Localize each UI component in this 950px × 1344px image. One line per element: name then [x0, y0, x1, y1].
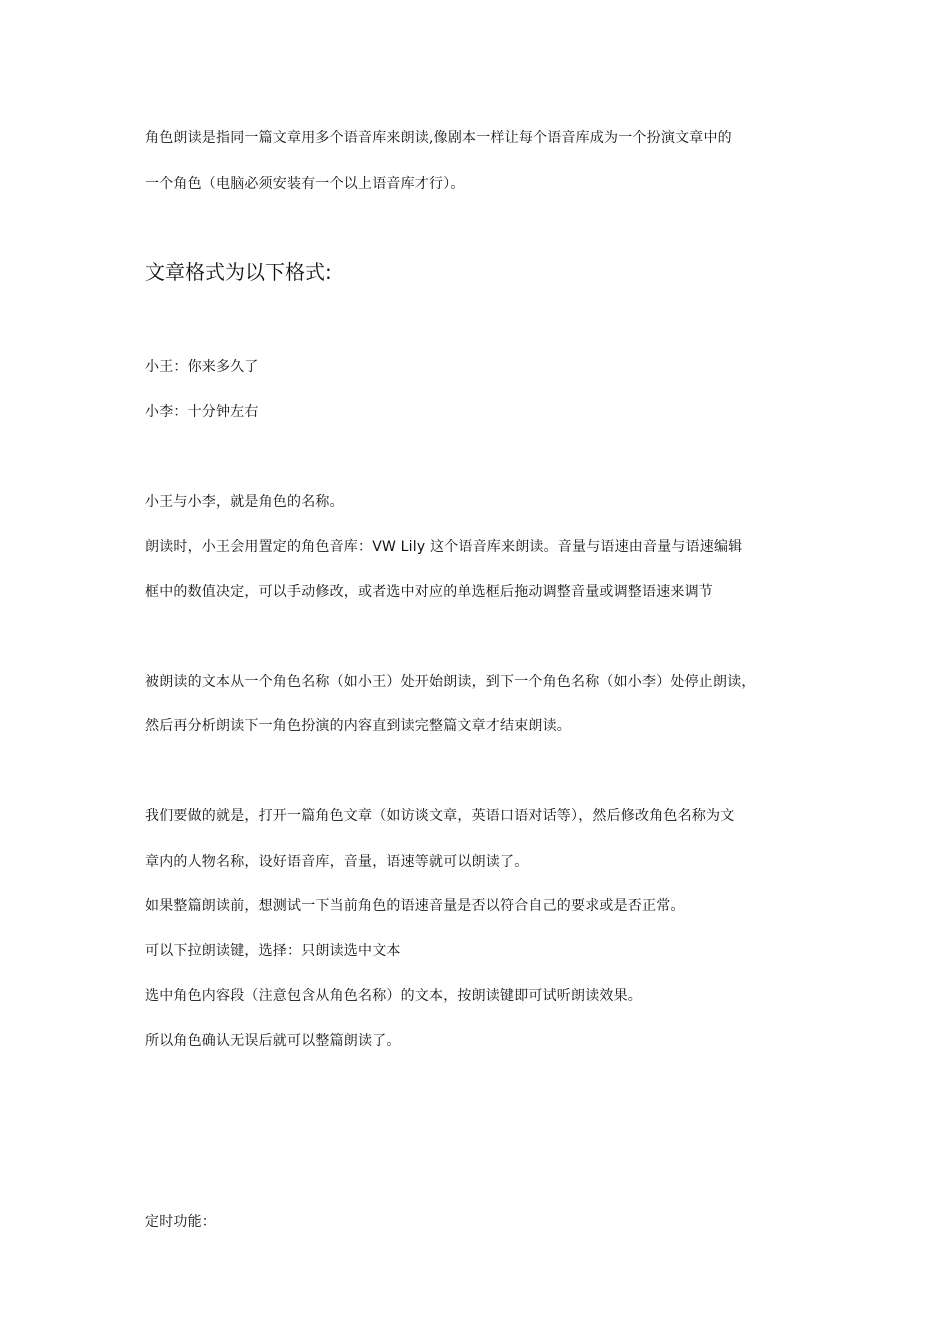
test-paragraph-line-2: 可以下拉朗读键，选择：只朗读选中文本: [145, 943, 401, 959]
reading-text-after-voice: 这个语音库来朗读。音量与语速由音量与语速编辑: [425, 539, 743, 555]
scope-paragraph-line-2: 然后再分析朗读下一角色扮演的内容直到读完整篇文章才结束朗读。: [145, 718, 571, 734]
timer-heading: 定时功能：: [145, 1214, 216, 1230]
test-paragraph-line-4: 所以角色确认无误后就可以整篇朗读了。: [145, 1033, 401, 1049]
todo-paragraph-line-2: 章内的人物名称，设好语音库，音量，语速等就可以朗读了。: [145, 854, 529, 870]
test-paragraph-line-3: 选中角色内容段（注意包含从角色名称）的文本，按朗读键即可试听朗读效果。: [145, 988, 642, 1004]
format-heading: 文章格式为以下格式:: [145, 260, 332, 284]
example-dialogue-line-2: 小李：十分钟左右: [145, 404, 259, 420]
todo-paragraph-line-1: 我们要做的就是，打开一篇角色文章（如访谈文章，英语口语对话等），然后修改角色名称为文: [145, 808, 735, 824]
voice-name: VW Lily: [372, 539, 426, 555]
reading-text-before-voice: 朗读时，小王会用置定的角色音库：: [145, 539, 373, 555]
scope-paragraph-line-1: 被朗读的文本从一个角色名称（如小王）处开始朗读，到下一个角色名称（如小李）处停止朗读，: [145, 674, 756, 690]
intro-paragraph-line-1: 角色朗读是指同一篇文章用多个语音库来朗读,像剧本一样让每个语音库成为一个扮演文章中的: [145, 130, 732, 146]
test-paragraph-line-1: 如果整篇朗读前，想测试一下当前角色的语速音量是否以符合自己的要求或是否正常。: [145, 898, 685, 914]
example-dialogue-line-1: 小王：你来多久了: [145, 359, 259, 375]
reading-paragraph-line-2: 框中的数值决定，可以手动修改，或者选中对应的单选框后拖动调整音量或调整语速来调节: [145, 584, 713, 600]
intro-paragraph-line-2: 一个角色（电脑必须安装有一个以上语音库才行）。: [145, 176, 465, 192]
reading-paragraph-line-1: [145, 537, 742, 557]
role-names-note: 小王与小李，就是角色的名称。: [145, 494, 344, 510]
